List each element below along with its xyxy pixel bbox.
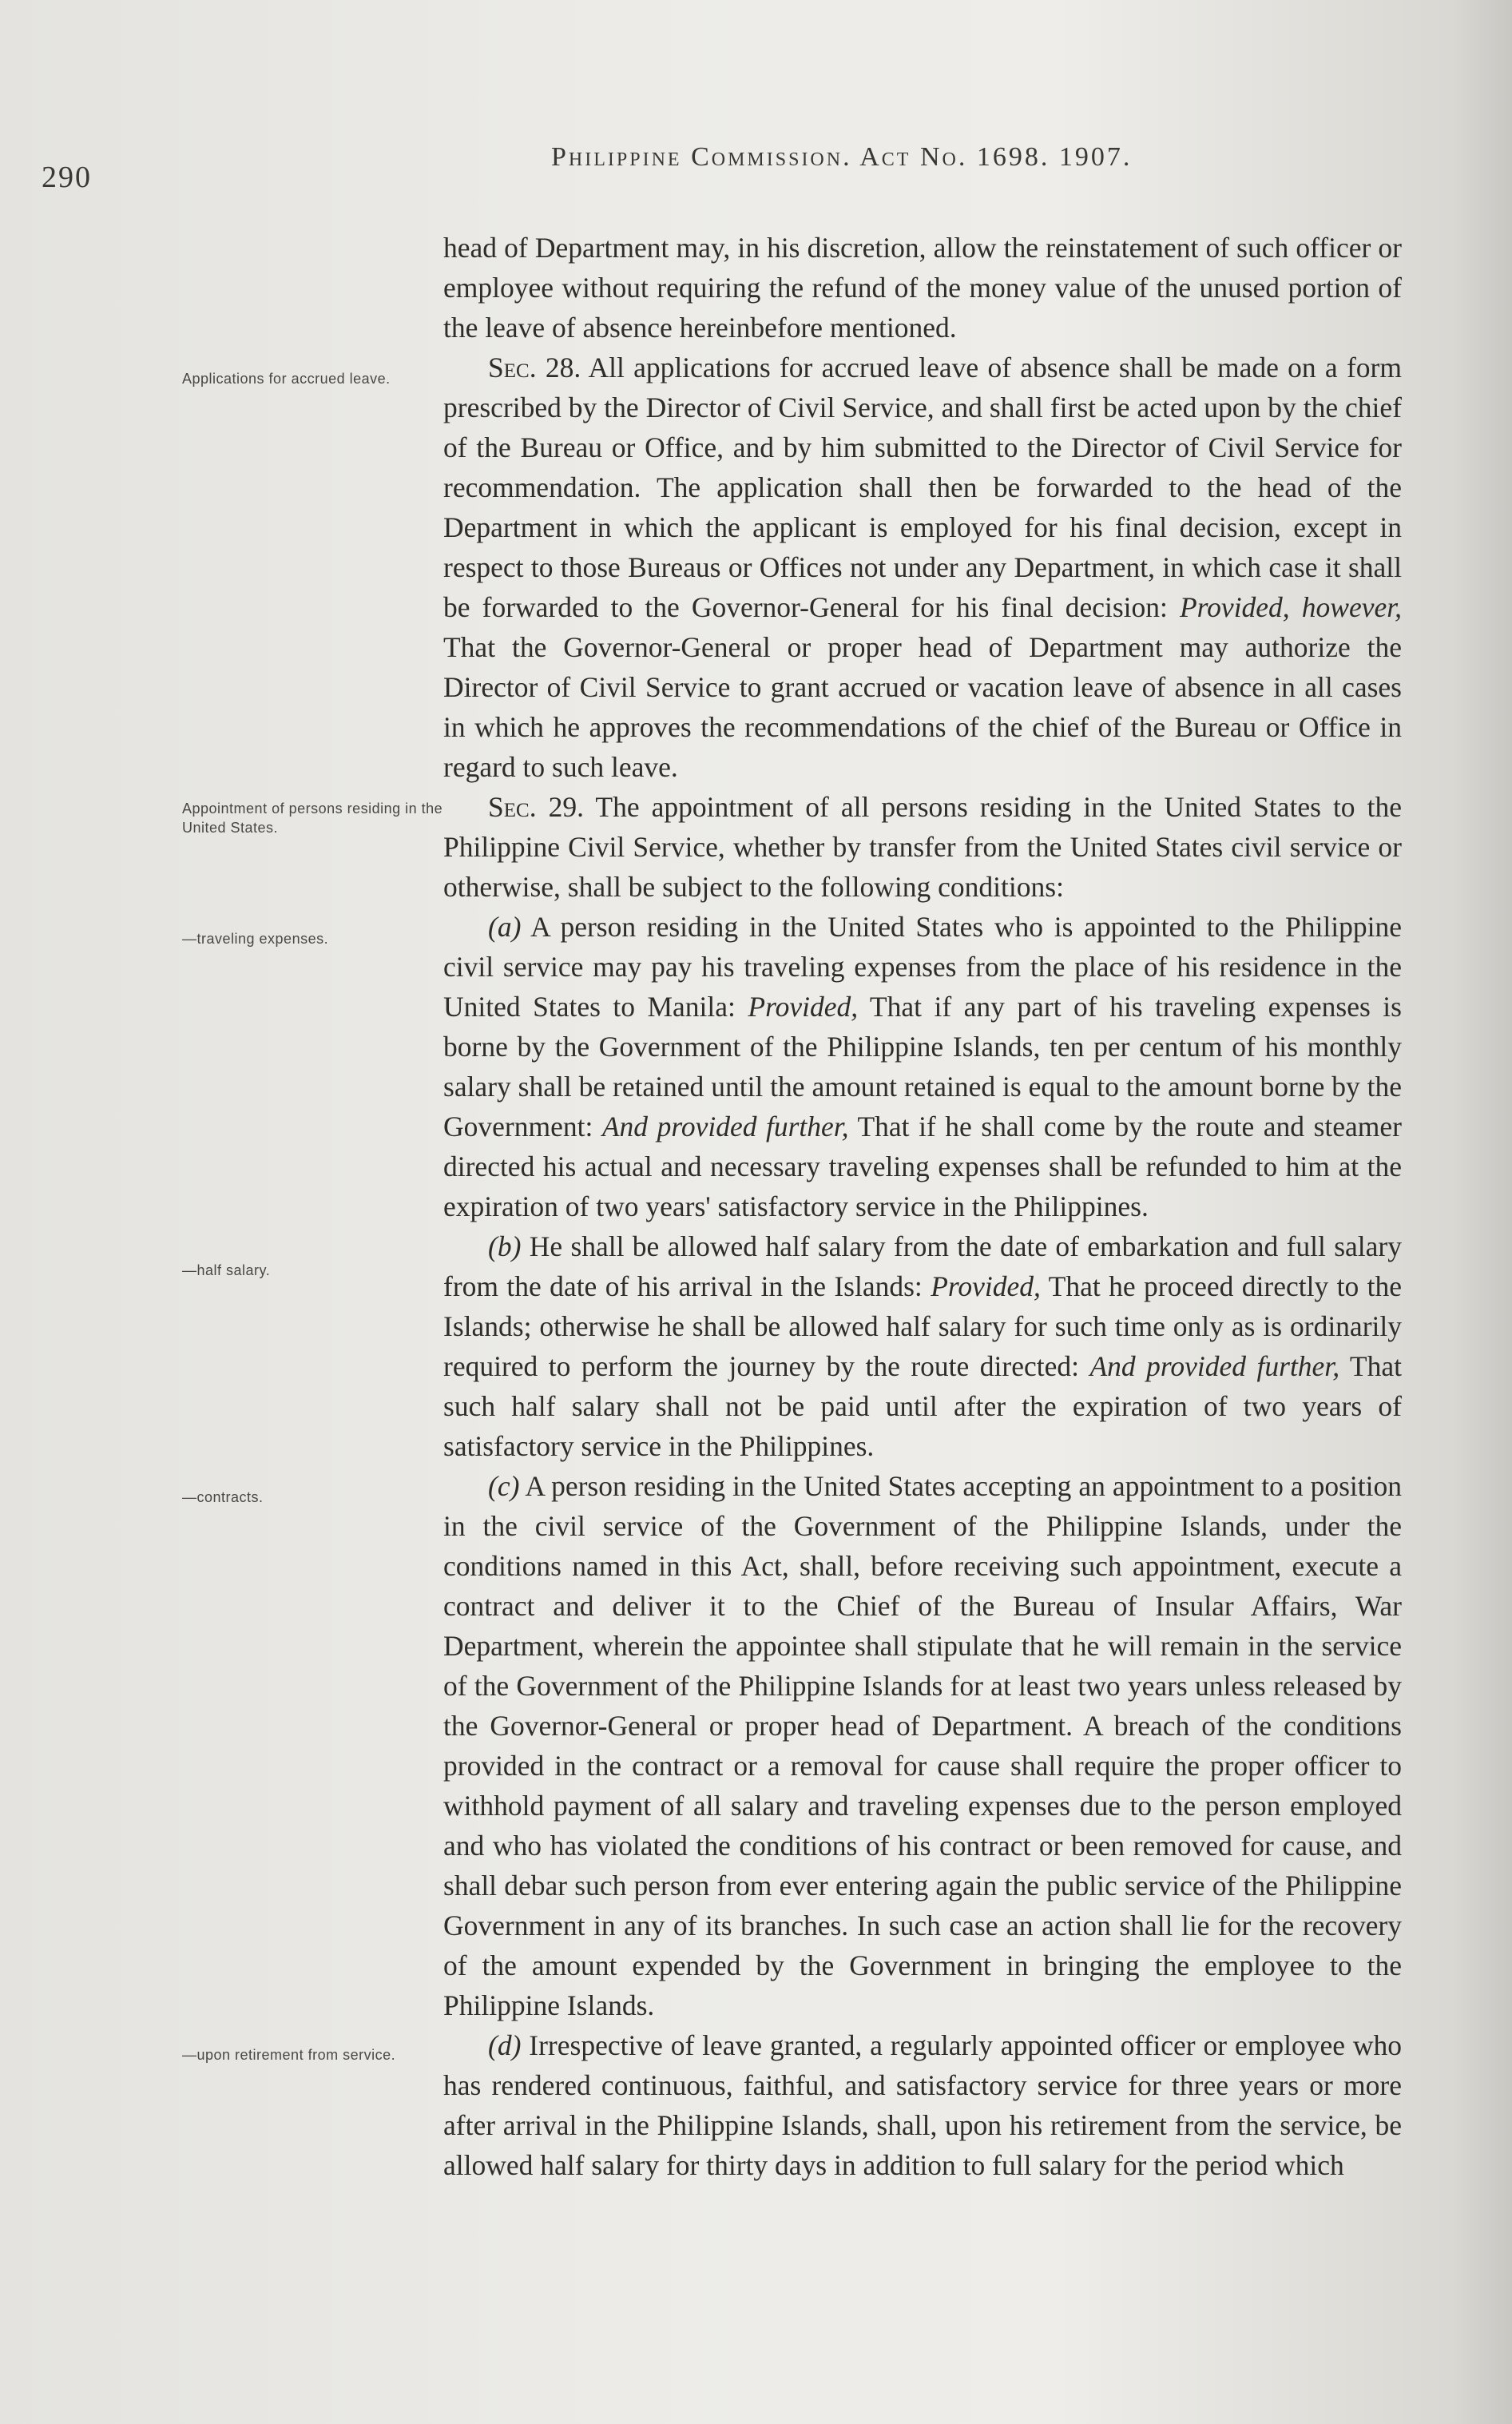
margin-note-retirement: —upon retirement from service. bbox=[182, 2047, 396, 2063]
margin-note-half-salary: —half salary. bbox=[182, 1262, 271, 1278]
proviso-text: Provided, however, bbox=[1180, 591, 1403, 623]
clause-label: (a) bbox=[488, 911, 522, 943]
section-number: Sec. 28. bbox=[488, 352, 581, 383]
clause-label: (c) bbox=[488, 1470, 520, 1502]
running-head: Philippine Commission. Act No. 1698. 1907. bbox=[551, 142, 1133, 172]
clause-d bbox=[443, 2025, 1402, 2185]
paragraph-text: That he proceed directly to the Islands; otherwise he shall be allowed half salary for such time only as is ordinarily required to perform the journey by the route directed: bbox=[443, 1270, 1402, 1382]
clause-b bbox=[443, 1226, 1402, 1466]
paragraph-text: A person residing in the United States who is appointed to the Philippine civil service may pay his traveling expenses from the place of his residence in the United States to Manila: bbox=[443, 911, 1402, 1023]
paragraph-text: That such half salary shall not be paid until after the expiration of two years of satisfactory service in the Philippines. bbox=[443, 1350, 1402, 1462]
proviso-text: And provided further, bbox=[1089, 1350, 1340, 1382]
clause-c bbox=[443, 1466, 1402, 2025]
paragraph-text: That if he shall come by the route and steamer directed his actual and necessary traveling expenses shall be refunded to him at the expiration of two years' satisfactory service in the Philippines. bbox=[443, 1111, 1402, 1222]
margin-note-applications: Applications for accrued leave. bbox=[182, 371, 391, 387]
clause-a bbox=[443, 907, 1402, 1226]
page-number: 290 bbox=[42, 161, 92, 194]
proviso-text: Provided, bbox=[748, 991, 859, 1023]
section-28 bbox=[443, 348, 1402, 787]
paragraph-text: That if any part of his traveling expenses is borne by the Government of the Philippine Islands, ten per centum of his monthly salary shall be retained until the amount retained is equal to the amount borne by the Government: bbox=[443, 991, 1402, 1142]
paragraph-continuation bbox=[443, 228, 1402, 348]
paragraph-text: He shall be allowed half salary from the date of embarkation and full salary from the date of his arrival in the Islands: bbox=[443, 1230, 1402, 1302]
paragraph-text: That the Governor-General or proper head of Department may authorize the Director of Civil Service to grant accrued or vacation leave of absence in all cases in which he approves the recommendations of the chief of the Bureau or Office in regard to such leave. bbox=[443, 631, 1402, 783]
proviso-text: Provided, bbox=[931, 1270, 1041, 1302]
paragraph-text: Irrespective of leave granted, a regularly appointed officer or employee who has rendered continuous, faithful, and satisfactory service for three years or more after arrival in the Philippine Islands, shall, upon his retirement from the service, be allowed half salary for thirty days in addition to full salary for the period which bbox=[443, 2029, 1402, 2181]
clause-label: (d) bbox=[488, 2029, 522, 2061]
clause-label: (b) bbox=[488, 1230, 522, 1262]
margin-note-appointment: Appointment of persons residing in the United States. bbox=[182, 801, 443, 836]
paragraph-text: A person residing in the United States accepting an appointment to a position in the civil service of the Government of the Philippine Islands, under the conditions named in this Act, shall, before receiving such appointment, execute a contract and deliver it to the Chief of the Bureau of Insular Affairs, War Department, wherein the appointee shall stipulate that he will remain in the service of the Government of the Philippine Islands for at least two years unless released by the Governor-General or proper head of Department. A breach of the conditions provided in the contract or a removal for cause shall require the proper officer to withhold payment of all salary and traveling expenses due to the person employed and who has violated the conditions of his contract or been removed for cause, and shall debar such person from ever entering again the public service of the Philippine Government in any of its branches. In such case an action shall lie for the recovery of the amount expended by the Government in bringing the employee to the Philippine Islands. bbox=[443, 1470, 1402, 2021]
margin-note-contracts: —contracts. bbox=[182, 1489, 264, 1505]
margin-note-traveling: —traveling expenses. bbox=[182, 931, 329, 947]
section-number: Sec. 29. bbox=[488, 791, 584, 823]
proviso-text: And provided further, bbox=[601, 1111, 849, 1142]
paragraph-text: All applications for accrued leave of absence shall be made on a form prescribed by the Director of Civil Service, and shall first be acted upon by the chief of the Bureau or Office, and by him submitted to the Director of Civil Service for recommendation. The application shall then be forwarded to the head of the Department in which the applicant is employed for his final decision, except in respect to those Bureaus or Offices not under any Department, in which case it shall be forwarded to the Governor-General for his final decision: bbox=[443, 352, 1402, 623]
paragraph-text: The appointment of all persons residing in the United States to the Philippine Civil Service, whether by transfer from the United States civil service or otherwise, shall be subject to the following conditions: bbox=[443, 791, 1402, 903]
paragraph-text: head of Department may, in his discretion, allow the reinstatement of such officer or employee without requiring the refund of the money value of the unused portion of the leave of absence hereinbefore mentioned. bbox=[443, 232, 1402, 344]
body-text bbox=[443, 228, 1402, 2185]
section-29 bbox=[443, 787, 1402, 907]
